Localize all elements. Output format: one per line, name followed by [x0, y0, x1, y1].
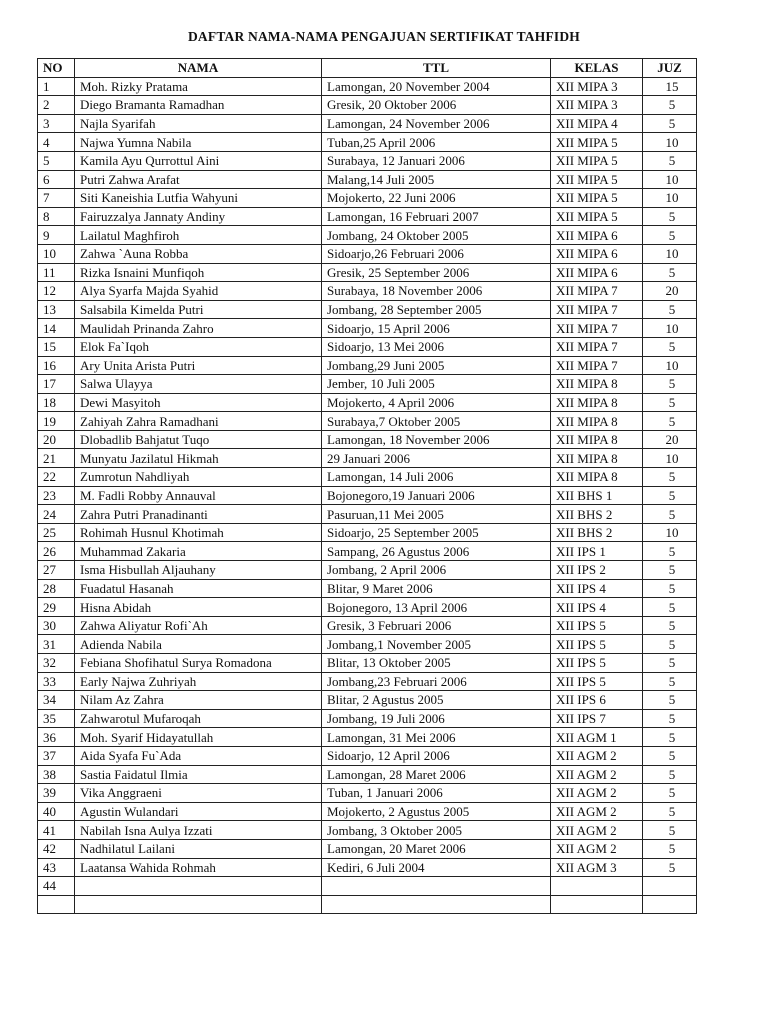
header-ttl: TTL	[322, 59, 551, 78]
table-row	[38, 486, 697, 505]
cell-ttl: Lamongan, 24 November 2006	[322, 114, 551, 133]
cell-ttl: Lamongan, 31 Mei 2006	[322, 728, 551, 747]
cell-juz: 5	[643, 579, 697, 598]
cell-nama: Rohimah Husnul Khotimah	[75, 523, 322, 542]
table-row	[38, 561, 697, 580]
cell-juz: 5	[643, 784, 697, 803]
cell-kelas: XII MIPA 3	[551, 77, 643, 96]
cell-nama: Isma Hisbullah Aljauhany	[75, 561, 322, 580]
cell-nama: Munyatu Jazilatul Hikmah	[75, 449, 322, 468]
cell-ttl: Tuban,25 April 2006	[322, 133, 551, 152]
cell-juz: 5	[643, 337, 697, 356]
cell-nama: Aida Syafa Fu`Ada	[75, 746, 322, 765]
cell-nama: Zahra Putri Pranadinanti	[75, 505, 322, 524]
cell-no: 10	[38, 244, 75, 263]
cell-juz: 5	[643, 691, 697, 710]
cell-kelas: XII MIPA 5	[551, 170, 643, 189]
table-row	[38, 449, 697, 468]
cell-nama: Nadhilatul Lailani	[75, 839, 322, 858]
cell-nama: Zumrotun Nahdliyah	[75, 468, 322, 487]
cell-kelas: XII IPS 5	[551, 654, 643, 673]
cell-ttl: Sidoarjo, 13 Mei 2006	[322, 337, 551, 356]
cell-kelas: XII MIPA 7	[551, 356, 643, 375]
cell-nama: Alya Syarfa Majda Syahid	[75, 282, 322, 301]
cell-juz: 5	[643, 802, 697, 821]
cell-no: 16	[38, 356, 75, 375]
cell-ttl: Jember, 10 Juli 2005	[322, 375, 551, 394]
table-row	[38, 672, 697, 691]
cell-juz: 5	[643, 839, 697, 858]
cell-ttl: Jombang, 3 Oktober 2005	[322, 821, 551, 840]
cell-juz: 5	[643, 226, 697, 245]
cell-kelas: XII MIPA 7	[551, 337, 643, 356]
table-row	[38, 337, 697, 356]
cell-kelas: XII MIPA 5	[551, 207, 643, 226]
cell-ttl: Gresik, 25 September 2006	[322, 263, 551, 282]
cell-no: 6	[38, 170, 75, 189]
table-row	[38, 189, 697, 208]
cell-kelas: XII MIPA 6	[551, 263, 643, 282]
cell-kelas: XII AGM 2	[551, 746, 643, 765]
table-row	[38, 728, 697, 747]
cell-juz: 5	[643, 375, 697, 394]
table-row	[38, 207, 697, 226]
cell-nama: Moh. Syarif Hidayatullah	[75, 728, 322, 747]
cell-juz: 10	[643, 170, 697, 189]
table-row	[38, 523, 697, 542]
cell-juz: 10	[643, 319, 697, 338]
cell-ttl: Tuban, 1 Januari 2006	[322, 784, 551, 803]
cell-ttl: Sidoarjo, 15 April 2006	[322, 319, 551, 338]
cell-juz: 5	[643, 468, 697, 487]
cell-nama: Salwa Ulayya	[75, 375, 322, 394]
cell-juz: 5	[643, 672, 697, 691]
cell-nama: Najwa Yumna Nabila	[75, 133, 322, 152]
cell-kelas: XII MIPA 8	[551, 468, 643, 487]
cell-no: 30	[38, 616, 75, 635]
table-row	[38, 375, 697, 394]
header-kelas: KELAS	[551, 59, 643, 78]
table-row	[38, 244, 697, 263]
cell-no: 42	[38, 839, 75, 858]
cell-nama: Vika Anggraeni	[75, 784, 322, 803]
cell-nama: Diego Bramanta Ramadhan	[75, 96, 322, 115]
cell-no: 15	[38, 337, 75, 356]
cell-ttl: Jombang, 19 Juli 2006	[322, 709, 551, 728]
cell-kelas: XII MIPA 7	[551, 282, 643, 301]
cell-ttl: Bojonegoro,19 Januari 2006	[322, 486, 551, 505]
cell-juz: 5	[643, 393, 697, 412]
cell-juz: 5	[643, 300, 697, 319]
cell-ttl: Kediri, 6 Juli 2004	[322, 858, 551, 877]
cell-nama: Putri Zahwa Arafat	[75, 170, 322, 189]
cell-juz: 5	[643, 114, 697, 133]
cell-juz: 5	[643, 486, 697, 505]
table-row	[38, 263, 697, 282]
cell-ttl	[322, 877, 551, 896]
table-row	[38, 319, 697, 338]
table-row	[38, 691, 697, 710]
cell-juz: 5	[643, 654, 697, 673]
cell-no: 39	[38, 784, 75, 803]
cell-ttl: Lamongan, 16 Februari 2007	[322, 207, 551, 226]
cell-ttl: Jombang, 2 April 2006	[322, 561, 551, 580]
cell-nama: Siti Kaneishia Lutfia Wahyuni	[75, 189, 322, 208]
cell-no: 27	[38, 561, 75, 580]
cell-ttl: 29 Januari 2006	[322, 449, 551, 468]
table-row	[38, 746, 697, 765]
cell-kelas: XII IPS 1	[551, 542, 643, 561]
cell-ttl: Lamongan, 20 Maret 2006	[322, 839, 551, 858]
cell-kelas: XII IPS 7	[551, 709, 643, 728]
cell-nama: Dlobadlib Bahjatut Tuqo	[75, 430, 322, 449]
cell-nama: Ary Unita Arista Putri	[75, 356, 322, 375]
cell-nama: Sastia Faidatul Ilmia	[75, 765, 322, 784]
cell-kelas: XII MIPA 8	[551, 375, 643, 394]
table-row	[38, 505, 697, 524]
cell-juz: 20	[643, 430, 697, 449]
header-no: NO	[38, 59, 75, 78]
cell-ttl: Jombang,1 November 2005	[322, 635, 551, 654]
cell-no: 17	[38, 375, 75, 394]
table-row	[38, 709, 697, 728]
cell-ttl: Mojokerto, 22 Juni 2006	[322, 189, 551, 208]
cell-kelas: XII AGM 2	[551, 802, 643, 821]
cell-juz: 5	[643, 821, 697, 840]
cell-juz: 10	[643, 189, 697, 208]
cell-no: 31	[38, 635, 75, 654]
cell-juz: 5	[643, 561, 697, 580]
cell-no: 44	[38, 877, 75, 896]
table-row	[38, 877, 697, 896]
table-row	[38, 96, 697, 115]
cell-nama: Fuadatul Hasanah	[75, 579, 322, 598]
cell-no: 32	[38, 654, 75, 673]
cell-ttl: Sidoarjo,26 Februari 2006	[322, 244, 551, 263]
cell-kelas: XII AGM 3	[551, 858, 643, 877]
table-row	[38, 356, 697, 375]
cell-nama: Rizka Isnaini Munfiqoh	[75, 263, 322, 282]
cell-nama: Febiana Shofihatul Surya Romadona	[75, 654, 322, 673]
cell-ttl: Lamongan, 20 November 2004	[322, 77, 551, 96]
cell-kelas: XII MIPA 8	[551, 412, 643, 431]
cell-no: 3	[38, 114, 75, 133]
cell-kelas: XII MIPA 7	[551, 319, 643, 338]
cell-ttl: Sidoarjo, 25 September 2005	[322, 523, 551, 542]
header-nama: NAMA	[75, 59, 322, 78]
cell-no: 43	[38, 858, 75, 877]
cell-ttl: Jombang, 24 Oktober 2005	[322, 226, 551, 245]
table-row	[38, 616, 697, 635]
cell-ttl: Lamongan, 18 November 2006	[322, 430, 551, 449]
table-row	[38, 412, 697, 431]
cell-juz	[643, 877, 697, 896]
cell-kelas: XII MIPA 6	[551, 226, 643, 245]
cell-no: 5	[38, 151, 75, 170]
cell-nama: Elok Fa`Iqoh	[75, 337, 322, 356]
cell-nama: Early Najwa Zuhriyah	[75, 672, 322, 691]
cell-ttl: Surabaya,7 Oktober 2005	[322, 412, 551, 431]
cell-nama: Kamila Ayu Qurrottul Aini	[75, 151, 322, 170]
cell-nama: Zahiyah Zahra Ramadhani	[75, 412, 322, 431]
cell-no: 35	[38, 709, 75, 728]
cell-no: 14	[38, 319, 75, 338]
cell-kelas: XII AGM 2	[551, 821, 643, 840]
cell-no: 21	[38, 449, 75, 468]
cell-ttl: Blitar, 2 Agustus 2005	[322, 691, 551, 710]
cell-nama: Adienda Nabila	[75, 635, 322, 654]
cell-no: 23	[38, 486, 75, 505]
table-row	[38, 282, 697, 301]
cell-nama: Dewi Masyitoh	[75, 393, 322, 412]
cell-no: 22	[38, 468, 75, 487]
cell-juz: 10	[643, 356, 697, 375]
cell-juz: 20	[643, 282, 697, 301]
cell-no: 1	[38, 77, 75, 96]
cell-kelas: XII MIPA 8	[551, 393, 643, 412]
cell-no: 8	[38, 207, 75, 226]
cell-no: 12	[38, 282, 75, 301]
table-row	[38, 765, 697, 784]
cell-kelas: XII IPS 4	[551, 598, 643, 617]
cell-nama: Nilam Az Zahra	[75, 691, 322, 710]
cell-nama: Zahwa Aliyatur Rofi`Ah	[75, 616, 322, 635]
cell-juz: 5	[643, 263, 697, 282]
table-row	[38, 839, 697, 858]
table-row	[38, 784, 697, 803]
cell-ttl: Jombang, 28 September 2005	[322, 300, 551, 319]
cell-juz: 5	[643, 709, 697, 728]
table-body	[38, 77, 697, 914]
cell-kelas	[551, 895, 643, 914]
cell-ttl: Jombang,23 Februari 2006	[322, 672, 551, 691]
cell-kelas: XII MIPA 5	[551, 189, 643, 208]
cell-kelas: XII AGM 2	[551, 765, 643, 784]
table-row	[38, 393, 697, 412]
cell-no: 18	[38, 393, 75, 412]
cell-kelas: XII IPS 5	[551, 635, 643, 654]
table-row	[38, 821, 697, 840]
cell-kelas: XII MIPA 5	[551, 151, 643, 170]
cell-ttl: Gresik, 3 Februari 2006	[322, 616, 551, 635]
cell-ttl: Lamongan, 14 Juli 2006	[322, 468, 551, 487]
cell-ttl: Sidoarjo, 12 April 2006	[322, 746, 551, 765]
document-title: DAFTAR NAMA-NAMA PENGAJUAN SERTIFIKAT TAHFIDH	[187, 29, 581, 44]
cell-nama: Lailatul Maghfiroh	[75, 226, 322, 245]
cell-no: 2	[38, 96, 75, 115]
table-header-row	[38, 59, 697, 78]
cell-kelas: XII MIPA 8	[551, 430, 643, 449]
table-row	[38, 858, 697, 877]
cell-kelas: XII IPS 5	[551, 616, 643, 635]
cell-kelas: XII BHS 2	[551, 523, 643, 542]
cell-juz: 5	[643, 542, 697, 561]
table-row	[38, 468, 697, 487]
cell-nama: Laatansa Wahida Rohmah	[75, 858, 322, 877]
table-row	[38, 151, 697, 170]
cell-no: 13	[38, 300, 75, 319]
cell-no: 4	[38, 133, 75, 152]
cell-kelas: XII MIPA 5	[551, 133, 643, 152]
cell-nama	[75, 877, 322, 896]
table-row	[38, 542, 697, 561]
cell-kelas: XII IPS 2	[551, 561, 643, 580]
cell-kelas	[551, 877, 643, 896]
cell-nama	[75, 895, 322, 914]
cell-no: 33	[38, 672, 75, 691]
table-row	[38, 170, 697, 189]
table-row	[38, 598, 697, 617]
cell-no	[38, 895, 75, 914]
cell-no: 19	[38, 412, 75, 431]
cell-juz: 5	[643, 616, 697, 635]
header-juz: JUZ	[643, 59, 697, 78]
cell-nama: Zahwa `Auna Robba	[75, 244, 322, 263]
cell-no: 24	[38, 505, 75, 524]
cell-ttl: Lamongan, 28 Maret 2006	[322, 765, 551, 784]
cell-nama: Maulidah Prinanda Zahro	[75, 319, 322, 338]
student-table	[37, 58, 697, 914]
cell-nama: Fairuzzalya Jannaty Andiny	[75, 207, 322, 226]
cell-no: 36	[38, 728, 75, 747]
cell-juz	[643, 895, 697, 914]
cell-no: 38	[38, 765, 75, 784]
cell-ttl: Bojonegoro, 13 April 2006	[322, 598, 551, 617]
cell-no: 25	[38, 523, 75, 542]
cell-no: 20	[38, 430, 75, 449]
cell-kelas: XII IPS 5	[551, 672, 643, 691]
cell-juz: 5	[643, 151, 697, 170]
cell-ttl: Blitar, 13 Oktober 2005	[322, 654, 551, 673]
cell-juz: 5	[643, 635, 697, 654]
cell-kelas: XII MIPA 8	[551, 449, 643, 468]
cell-no: 29	[38, 598, 75, 617]
cell-ttl: Surabaya, 12 Januari 2006	[322, 151, 551, 170]
table-row	[38, 226, 697, 245]
cell-nama: Muhammad Zakaria	[75, 542, 322, 561]
cell-juz: 10	[643, 449, 697, 468]
table-row	[38, 77, 697, 96]
cell-kelas: XII AGM 2	[551, 839, 643, 858]
cell-ttl: Surabaya, 18 November 2006	[322, 282, 551, 301]
cell-juz: 5	[643, 505, 697, 524]
cell-juz: 10	[643, 133, 697, 152]
cell-kelas: XII BHS 1	[551, 486, 643, 505]
cell-juz: 10	[643, 244, 697, 263]
cell-nama: Hisna Abidah	[75, 598, 322, 617]
table-row	[38, 430, 697, 449]
cell-ttl: Blitar, 9 Maret 2006	[322, 579, 551, 598]
cell-no: 28	[38, 579, 75, 598]
cell-ttl: Pasuruan,11 Mei 2005	[322, 505, 551, 524]
cell-juz: 5	[643, 765, 697, 784]
cell-juz: 5	[643, 96, 697, 115]
table-row	[38, 300, 697, 319]
cell-kelas: XII BHS 2	[551, 505, 643, 524]
cell-nama: M. Fadli Robby Annauval	[75, 486, 322, 505]
cell-no: 7	[38, 189, 75, 208]
cell-no: 34	[38, 691, 75, 710]
cell-kelas: XII IPS 6	[551, 691, 643, 710]
cell-juz: 5	[643, 412, 697, 431]
cell-kelas: XII MIPA 3	[551, 96, 643, 115]
cell-nama: Agustin Wulandari	[75, 802, 322, 821]
cell-no: 41	[38, 821, 75, 840]
table-row	[38, 114, 697, 133]
cell-kelas: XII IPS 4	[551, 579, 643, 598]
cell-no: 40	[38, 802, 75, 821]
cell-kelas: XII MIPA 6	[551, 244, 643, 263]
cell-juz: 5	[643, 207, 697, 226]
cell-kelas: XII AGM 2	[551, 784, 643, 803]
cell-juz: 5	[643, 746, 697, 765]
cell-nama: Salsabila Kimelda Putri	[75, 300, 322, 319]
cell-ttl: Mojokerto, 4 April 2006	[322, 393, 551, 412]
cell-kelas: XII AGM 1	[551, 728, 643, 747]
cell-ttl: Jombang,29 Juni 2005	[322, 356, 551, 375]
cell-nama: Moh. Rizky Pratama	[75, 77, 322, 96]
cell-juz: 5	[643, 728, 697, 747]
table-row	[38, 635, 697, 654]
cell-juz: 10	[643, 523, 697, 542]
table-row	[38, 895, 697, 914]
cell-ttl: Malang,14 Juli 2005	[322, 170, 551, 189]
cell-no: 26	[38, 542, 75, 561]
cell-ttl: Gresik, 20 Oktober 2006	[322, 96, 551, 115]
cell-no: 11	[38, 263, 75, 282]
cell-ttl	[322, 895, 551, 914]
table-row	[38, 579, 697, 598]
cell-nama: Nabilah Isna Aulya Izzati	[75, 821, 322, 840]
table-row	[38, 133, 697, 152]
table-row	[38, 654, 697, 673]
cell-juz: 15	[643, 77, 697, 96]
cell-no: 37	[38, 746, 75, 765]
cell-nama: Zahwarotul Mufaroqah	[75, 709, 322, 728]
cell-kelas: XII MIPA 4	[551, 114, 643, 133]
cell-nama: Najla Syarifah	[75, 114, 322, 133]
cell-ttl: Mojokerto, 2 Agustus 2005	[322, 802, 551, 821]
cell-juz: 5	[643, 598, 697, 617]
table-row	[38, 802, 697, 821]
cell-kelas: XII MIPA 7	[551, 300, 643, 319]
cell-juz: 5	[643, 858, 697, 877]
cell-ttl: Sampang, 26 Agustus 2006	[322, 542, 551, 561]
cell-no: 9	[38, 226, 75, 245]
